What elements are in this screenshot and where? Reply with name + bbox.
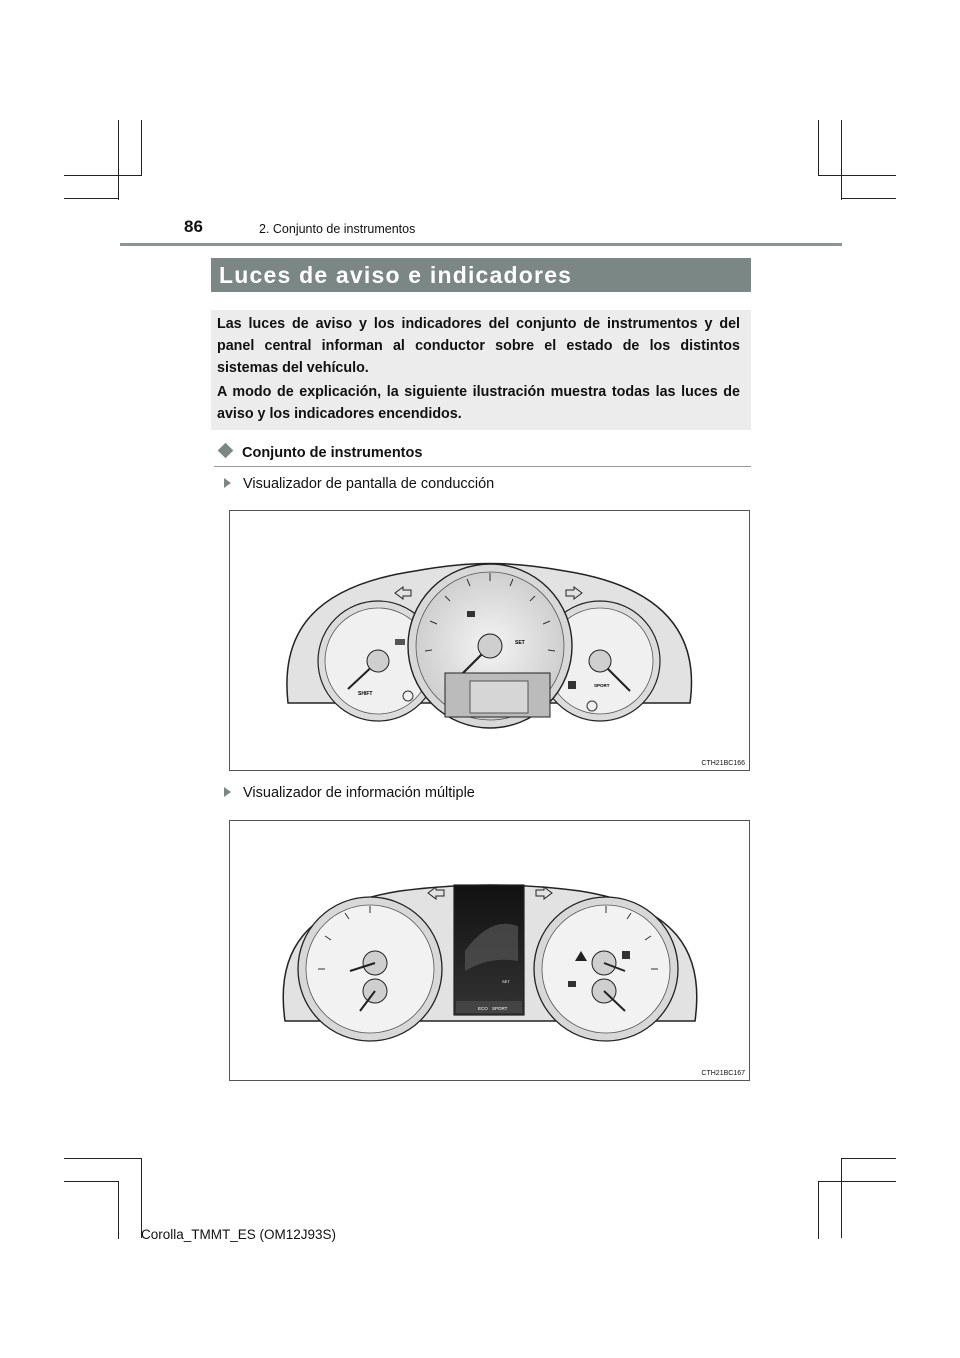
title-bar [211, 258, 751, 292]
crop-mark [841, 1158, 896, 1159]
figure-1-code: CTH21BC166 [701, 760, 745, 767]
display-set-label: SET [502, 979, 510, 984]
display-sport-label: SPORT [492, 1006, 508, 1011]
set-label: SET [515, 640, 525, 646]
triangle-bullet-icon [224, 478, 231, 488]
crop-mark [64, 175, 142, 176]
sport-label: SPORT [594, 683, 610, 688]
section-reference: 2. Conjunto de instrumentos [259, 222, 416, 236]
subsection-title: Conjunto de instrumentos [242, 445, 423, 461]
crop-mark [141, 120, 142, 176]
crop-mark [818, 175, 896, 176]
display-eco-label: ECO [478, 1006, 488, 1011]
footer-document-id: Corolla_TMMT_ES (OM12J93S) [141, 1227, 337, 1242]
crop-mark [64, 1158, 142, 1159]
subsection-rule [214, 466, 751, 467]
figure-2-caption [224, 785, 475, 801]
crop-mark [841, 198, 896, 199]
page-title: Luces de aviso e indicadores [219, 262, 573, 288]
crop-mark [64, 198, 119, 199]
instrument-cluster-illustration-2 [230, 821, 749, 1080]
page-number: 86 [184, 217, 203, 236]
figure-1-caption [224, 476, 494, 492]
crop-mark [118, 1181, 119, 1239]
figure-2-code: CTH21BC167 [701, 1070, 745, 1077]
figure-driving-display [229, 510, 750, 771]
crop-mark [818, 120, 819, 176]
crop-mark [841, 1158, 842, 1238]
instrument-cluster-illustration-1 [230, 511, 749, 770]
figure-multi-info-display [229, 820, 750, 1081]
intro-paragraph-2: A modo de explicación, la siguiente ilustración muestra todas las luces de aviso y los indicadores encendidos. [217, 384, 740, 422]
crop-mark [141, 1158, 142, 1238]
diamond-icon [218, 443, 234, 459]
figure-1-caption-text: Visualizador de pantalla de conducción [243, 476, 495, 492]
triangle-bullet-icon [224, 787, 231, 797]
crop-mark [818, 1181, 819, 1239]
subsection-heading [217, 445, 422, 461]
crop-mark [118, 120, 119, 200]
crop-mark [818, 1181, 896, 1182]
crop-mark [64, 1181, 119, 1182]
intro-paragraph-1: Las luces de aviso y los indicadores del conjunto de instrumentos y del panel central informan al conductor sobre el estado de los distintos sistemas del vehículo. [217, 316, 740, 376]
shift-label: SHIFT [358, 691, 373, 697]
intro-box [211, 310, 751, 430]
header-rule [120, 243, 842, 246]
figure-2-caption-text: Visualizador de información múltiple [243, 785, 475, 801]
crop-mark [841, 120, 842, 200]
